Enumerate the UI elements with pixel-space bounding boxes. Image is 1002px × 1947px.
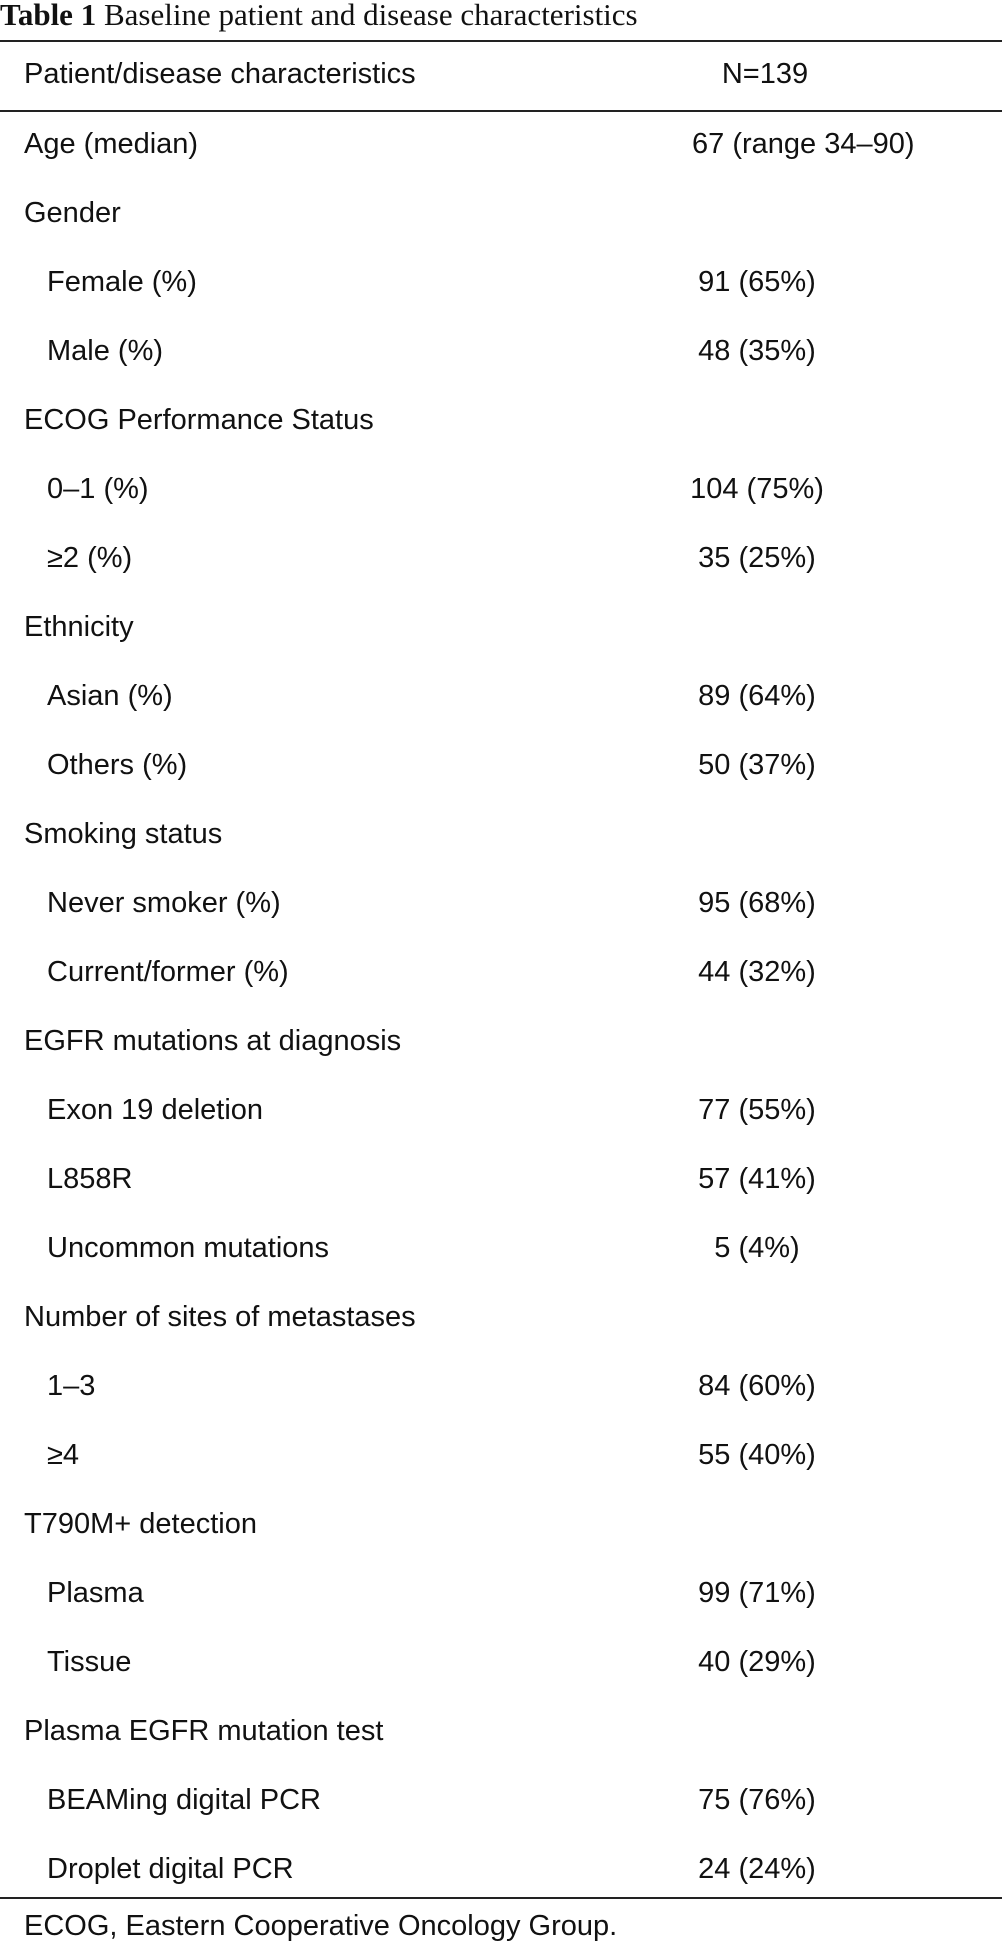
row-value: 95 (68%) <box>698 887 816 919</box>
row-value: 75 (76%) <box>698 1784 816 1816</box>
row-value: 50 (37%) <box>698 749 816 781</box>
header-value: N=139 <box>721 58 809 90</box>
footnote-text: ECOG, Eastern Cooperative Oncology Group. <box>24 1910 618 1942</box>
row-value: 89 (64%) <box>698 680 816 712</box>
row-label: Never smoker (%) <box>47 887 281 919</box>
row-label: 1–3 <box>47 1370 96 1402</box>
row-value: 5 (4%) <box>714 1232 800 1264</box>
row-label: T790M+ detection <box>24 1508 257 1540</box>
row-value: 44 (32%) <box>698 956 816 988</box>
row-value: 40 (29%) <box>698 1646 816 1678</box>
row-value: 67 (range 34–90) <box>692 128 915 160</box>
row-label: ECOG Performance Status <box>24 404 374 436</box>
row-label: Droplet digital PCR <box>47 1853 294 1885</box>
row-value: 57 (41%) <box>698 1163 816 1195</box>
row-label: Smoking status <box>24 818 223 850</box>
row-label: Exon 19 deletion <box>47 1094 264 1126</box>
row-value: 84 (60%) <box>698 1370 816 1402</box>
row-label: Others (%) <box>47 749 188 781</box>
row-value: 35 (25%) <box>698 542 816 574</box>
row-value: 55 (40%) <box>698 1439 816 1471</box>
row-label: Ethnicity <box>24 611 134 643</box>
row-label: BEAMing digital PCR <box>47 1784 321 1816</box>
row-label: Plasma EGFR mutation test <box>24 1715 384 1747</box>
row-label: L858R <box>47 1163 133 1195</box>
row-label: Uncommon mutations <box>47 1232 330 1264</box>
row-label: ≥2 (%) <box>47 542 133 574</box>
table-number: Table 1 <box>0 0 97 32</box>
table-caption <box>0 0 638 36</box>
table-title: Baseline patient and disease characteristics <box>103 0 638 32</box>
bottom-rule <box>0 1897 1002 1899</box>
row-label: Tissue <box>47 1646 132 1678</box>
row-label: Age (median) <box>24 128 199 160</box>
row-value: 24 (24%) <box>698 1853 816 1885</box>
header-label: Patient/disease characteristics <box>24 58 416 90</box>
row-label: Current/former (%) <box>47 956 289 988</box>
row-label: Plasma <box>47 1577 144 1609</box>
row-value: 77 (55%) <box>698 1094 816 1126</box>
top-rule <box>0 40 1002 42</box>
header-rule <box>0 110 1002 112</box>
row-value: 104 (75%) <box>690 473 824 505</box>
row-label: 0–1 (%) <box>47 473 149 505</box>
row-label: Male (%) <box>47 335 164 367</box>
row-label: Gender <box>24 197 121 229</box>
row-value: 91 (65%) <box>698 266 816 298</box>
row-value: 99 (71%) <box>698 1577 816 1609</box>
row-label: Number of sites of metastases <box>24 1301 416 1333</box>
row-label: Female (%) <box>47 266 197 298</box>
row-label: ≥4 <box>47 1439 80 1471</box>
row-label: EGFR mutations at diagnosis <box>24 1025 402 1057</box>
row-value: 48 (35%) <box>698 335 816 367</box>
row-label: Asian (%) <box>47 680 173 712</box>
